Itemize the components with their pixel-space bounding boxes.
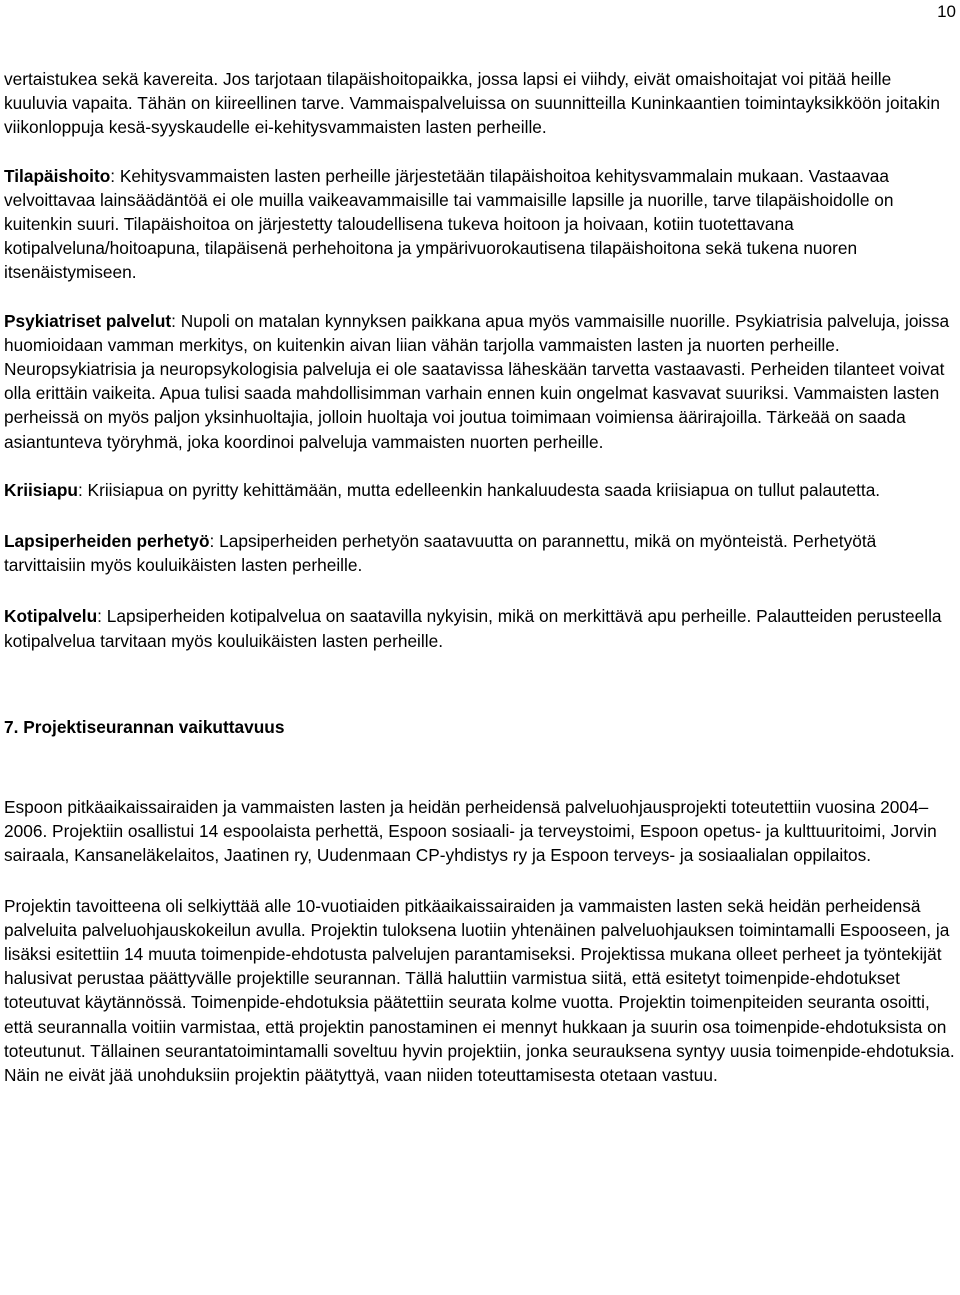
paragraph-project-goals xyxy=(4,894,956,1088)
paragraph-psychiatric-services xyxy=(4,309,956,454)
paragraph-text: : Kriisiapua on pyritty kehittämään, mutta edelleenkin hankaluudesta saada kriisiapua on tullut palautetta. xyxy=(77,479,881,500)
paragraph-text: : Nupoli on matalan kynnyksen paikkana apua myös vammaisille nuorille. Psykiatrisia palveluja, joissa huomioidaan vamman merkitys, on kuitenkin aivan liian vähän tarjolla vammaisten lasten ja nuorten perheille. Neuropsykiatrisia ja neuropsykologisia palveluja ei ole saatavissa läheskään tarvetta vastaavasti. Perheiden tilanteet voivat olla erittäin vaikeita. Apua tulisi saada mahdollisimman varhain ennen kuin ongelmat kasvavat suuriksi. Vammaisten lasten perheissä on myös paljon yksinhuoltajia, jolloin huoltaja voi joutua toimimaan voimiensa äärirajoilla. Tärkeää on saada asiantunteva työryhmä, joka koordinoi palveluja vammaisten nuorten perheille. xyxy=(4,310,950,452)
paragraph-term: Kotipalvelu xyxy=(4,606,98,627)
paragraph-respite-care xyxy=(4,164,956,285)
paragraph-term: Tilapäishoito xyxy=(4,165,111,186)
section-heading: 7. Projektiseurannan vaikuttavuus xyxy=(4,716,285,737)
paragraph-peer-support xyxy=(4,67,956,140)
paragraph-crisis-help xyxy=(4,478,956,502)
paragraph-family-work xyxy=(4,529,956,577)
paragraph-text: : Lapsiperheiden perhetyön saatavuutta on parannettu, mikä on myönteistä. Perhetyötä tarvittaisiin myös kouluikäisten lasten perheille. xyxy=(4,531,877,576)
paragraph-term: Lapsiperheiden perhetyö xyxy=(4,531,210,552)
paragraph-term: Kriisiapu xyxy=(4,479,78,500)
paragraph-text: : Kehitysvammaisten lasten perheille järjestetään tilapäishoitoa kehitysvammalain mukaan. Vastaavaa velvoittavaa lainsäädäntöä ei ole muilla vaikeavammaisille tai vammaisille lapsille ja nuorille, tarve tilapäishoidolle on kuitenkin suuri. Tilapäishoitoa on järjestetty taloudellisena tukeva hoitoon ja hoivaan, kotiin tuotettavana kotipalveluna/hoitoapuna, tilapäisenä perhehoitona ja ympärivuorokautisena tilapäishoitona sekä tukena nuoren itsenäistymiseen. xyxy=(4,165,894,283)
document-body xyxy=(4,67,956,1087)
paragraph-text: Espoon pitkäaikaissairaiden ja vammaisten lasten ja heidän perheidensä palveluohjausprojekti toteutettiin vuosina 2004–2006. Projektiin osallistui 14 espoolaista perhettä, Espoon sosiaali- ja terveystoimi, Espoon opetus- ja kulttuuritoimi, Jorvin sairaala, Kansaneläkelaitos, Jaatinen ry, Uudenmaan CP-yhdistys ry ja Espoon terveys- ja sosiaalialan oppilaitos. xyxy=(4,797,937,866)
paragraph-text: : Lapsiperheiden kotipalvelua on saatavilla nykyisin, mikä on merkittävä apu perheille. Palautteiden perusteella kotipalvelua tarvitaan myös kouluikäisten lasten perheille. xyxy=(4,606,942,651)
paragraph-term: Psykiatriset palvelut xyxy=(4,310,172,331)
paragraph-text: Projektin tavoitteena oli selkiyttää alle 10-vuotiaiden pitkäaikaissairaiden ja vammaisten lasten sekä heidän perheidensä palveluita palveluohjauskokeilun avulla. Projektin tuloksena luotiin yhtenäinen palveluohjauksen toimintamalli Espooseen, ja lisäksi esitettiin 14 muuta toimenpide-ehdotusta palvelujen parantamiseksi. Projektissa mukana olleet perheet ja työntekijät halusivat perustaa päättyvälle projektille seurannan. Tällä haluttiin varmistua siitä, että esitetyt toimenpide-ehdotukset toteutuvat käytännössä. Toimenpide-ehdotuksia päätettiin seurata kolme vuotta. Projektin toimenpiteiden seuranta osoitti, että seurannalla voitiin varmistaa, että projektin panostaminen ei mennyt hukkaan ja suurin osa toimenpide-ehdotuksista on toteutunut. Tällainen seurantatoimintamalli soveltuu hyvin projektiin, jonka seurauksena syntyy uusia toimenpide-ehdotuksia. Näin ne eivät jää unohduksiin projektin päätyttyä, vaan niiden toteuttamisesta otetaan vastuu. xyxy=(4,895,955,1086)
paragraph-text: vertaistukea sekä kavereita. Jos tarjotaan tilapäishoitopaikka, jossa lapsi ei viihdy, eivät omaishoitajat voi pitää heille kuuluvia vapaita. Tähän on kiireellinen tarve. Vammaispalveluissa on suunnitteilla Kuninkaantien toimintayksikköön joitakin viikonloppuja kesä-syyskaudelle ei-kehitysvammaisten lasten perheille. xyxy=(4,69,940,138)
paragraph-project-overview xyxy=(4,795,956,868)
paragraph-home-service xyxy=(4,604,956,652)
page-number: 10 xyxy=(937,2,956,21)
